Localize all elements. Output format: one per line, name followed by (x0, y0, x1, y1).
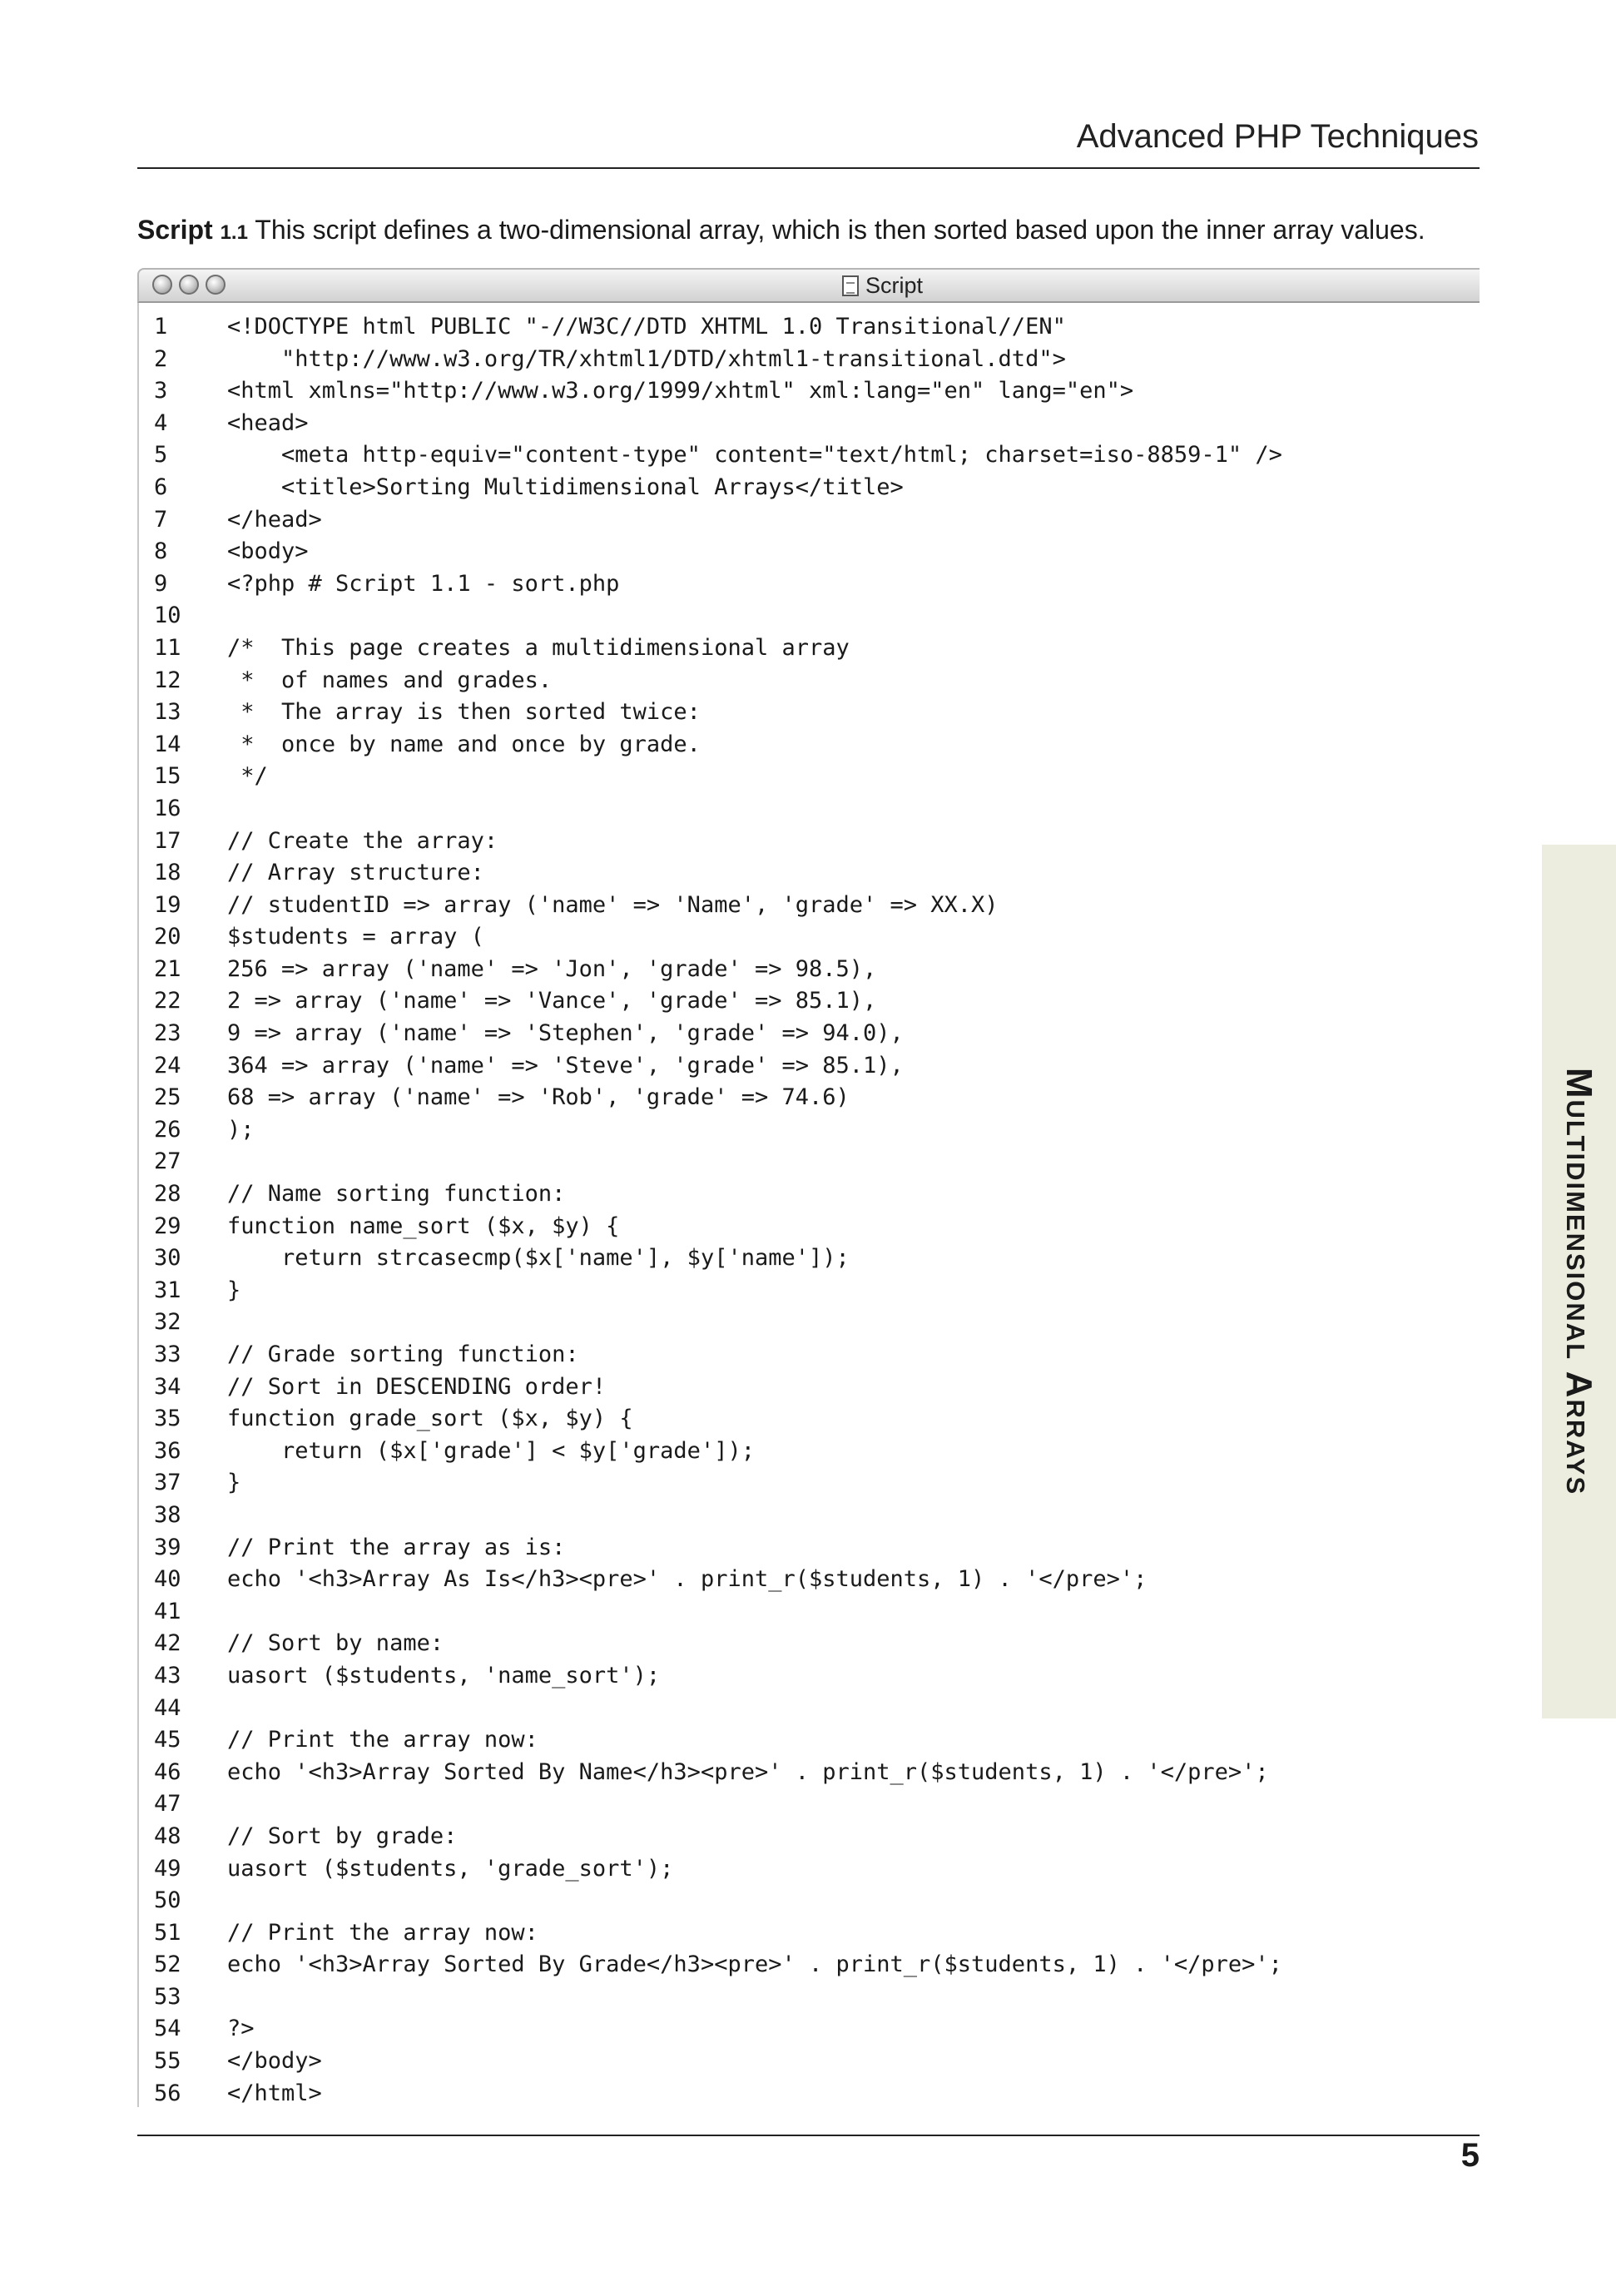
line-number: 25 (154, 1084, 181, 1111)
line-number: 23 (154, 1020, 181, 1047)
code-text: 9 => array ('name' => 'Stephen', 'grade' => 94.0), (227, 1020, 904, 1047)
code-line (137, 1628, 1480, 1660)
code-line (137, 1178, 1480, 1211)
document-icon (842, 275, 859, 296)
code-line (137, 1917, 1480, 1950)
code-line (137, 793, 1480, 826)
code-line (137, 1082, 1480, 1114)
code-line (137, 1981, 1480, 2014)
code-text: <?php # Script 1.1 - sort.php (227, 570, 620, 597)
code-line (137, 1788, 1480, 1821)
line-number: 17 (154, 827, 181, 854)
code-text: </html> (227, 2080, 322, 2106)
code-line (137, 2078, 1480, 2110)
code-line (137, 2046, 1480, 2078)
line-number: 47 (154, 1791, 181, 1817)
line-number: 36 (154, 1437, 181, 1464)
code-text: echo '<h3>Array As Is</h3><pre>' . print_r($students, 1) . '</pre>'; (227, 1566, 1148, 1593)
code-line (137, 1564, 1480, 1596)
code-line (137, 1436, 1480, 1468)
line-number: 4 (154, 409, 168, 436)
code-text: // Print the array now: (227, 1727, 538, 1753)
minimize-button[interactable] (179, 275, 199, 295)
script-window (137, 268, 1480, 2107)
code-line (137, 921, 1480, 954)
line-number: 27 (154, 1148, 181, 1175)
code-line (137, 761, 1480, 793)
caption-label: Script (137, 215, 213, 245)
line-number: 29 (154, 1212, 181, 1239)
line-number: 45 (154, 1727, 181, 1753)
code-text: echo '<h3>Array Sorted By Name</h3><pre>' . print_r($students, 1) . '</pre>'; (227, 1758, 1269, 1785)
code-line (137, 1242, 1480, 1275)
code-text: function name_sort ($x, $y) { (227, 1212, 620, 1239)
code-text: // Name sorting function: (227, 1181, 566, 1208)
code-line (137, 1307, 1480, 1339)
line-number: 34 (154, 1373, 181, 1400)
code-text: <!DOCTYPE html PUBLIC "-//W3C//DTD XHTML 1.0 Transitional//EN" (227, 314, 1066, 340)
running-header-title: Advanced PHP Techniques (1076, 118, 1479, 155)
code-text: // Sort in DESCENDING order! (227, 1373, 607, 1400)
code-text: uasort ($students, 'name_sort'); (227, 1662, 661, 1689)
close-button[interactable] (152, 275, 172, 295)
code-text: } (227, 1470, 241, 1496)
code-text: <html xmlns="http://www.w3.org/1999/xhtml" xml:lang="en" lang="en"> (227, 378, 1134, 404)
line-number: 35 (154, 1406, 181, 1432)
code-listing (137, 311, 1480, 2110)
code-line (137, 1467, 1480, 1500)
code-line (137, 1596, 1480, 1629)
line-number: 49 (154, 1855, 181, 1882)
line-number: 19 (154, 891, 181, 918)
code-line (137, 375, 1480, 408)
line-number: 32 (154, 1309, 181, 1336)
header-rule (137, 167, 1480, 169)
line-number: 8 (154, 538, 168, 565)
code-text: uasort ($students, 'grade_sort'); (227, 1855, 674, 1882)
line-number: 43 (154, 1662, 181, 1689)
line-number: 26 (154, 1116, 181, 1143)
code-line (137, 1050, 1480, 1083)
line-number: 14 (154, 731, 181, 757)
line-number: 53 (154, 1983, 181, 2010)
code-text: // Sort by grade: (227, 1822, 458, 1849)
chapter-side-label: Multidimensional Arrays (1559, 1067, 1599, 1496)
code-text: "http://www.w3.org/TR/xhtml1/DTD/xhtml1-transitional.dtd"> (227, 345, 1066, 372)
line-number: 44 (154, 1694, 181, 1721)
footer-rule (137, 2135, 1480, 2136)
window-titlebar[interactable] (137, 268, 1480, 303)
code-line (137, 568, 1480, 601)
code-text: </head> (227, 506, 322, 533)
line-number: 3 (154, 378, 168, 404)
line-number: 20 (154, 924, 181, 950)
line-number: 18 (154, 860, 181, 886)
code-line (137, 1500, 1480, 1532)
line-number: 5 (154, 442, 168, 469)
code-line (137, 1532, 1480, 1565)
code-text: 68 => array ('name' => 'Rob', 'grade' => 74.6) (227, 1084, 850, 1111)
line-number: 12 (154, 667, 181, 693)
code-text: <title>Sorting Multidimensional Arrays</title> (227, 474, 904, 500)
code-line (137, 985, 1480, 1018)
code-line (137, 1885, 1480, 1917)
caption-text: This script defines a two-dimensional array, which is then sorted based upon the inner array values. (247, 215, 1425, 245)
code-text: </body> (227, 2048, 322, 2075)
line-number: 31 (154, 1277, 181, 1303)
line-number: 24 (154, 1052, 181, 1079)
line-number: 46 (154, 1758, 181, 1785)
line-number: 21 (154, 955, 181, 982)
code-line (137, 632, 1480, 665)
code-line (137, 1949, 1480, 1981)
code-line (137, 344, 1480, 376)
line-number: 39 (154, 1534, 181, 1560)
line-number: 41 (154, 1598, 181, 1624)
code-text: 256 => array ('name' => 'Jon', 'grade' => 98.5), (227, 955, 877, 982)
code-line (137, 1853, 1480, 1886)
code-line (137, 2013, 1480, 2046)
line-number: 1 (154, 314, 168, 340)
code-text: 364 => array ('name' => 'Steve', 'grade' => 85.1), (227, 1052, 904, 1079)
window-title (842, 273, 923, 299)
code-line (137, 439, 1480, 472)
page-number: 5 (1460, 2137, 1480, 2174)
line-number: 13 (154, 699, 181, 726)
code-text: 2 => array ('name' => 'Vance', 'grade' => 85.1), (227, 988, 877, 1014)
code-line (137, 1146, 1480, 1178)
code-text: // Print the array as is: (227, 1534, 566, 1560)
line-number: 9 (154, 570, 168, 597)
code-line (137, 472, 1480, 504)
line-number: 11 (154, 634, 181, 661)
code-line (137, 1403, 1480, 1436)
line-number: 56 (154, 2080, 181, 2106)
line-number: 38 (154, 1501, 181, 1528)
code-text: return ($x['grade'] < $y['grade']); (227, 1437, 755, 1464)
line-number: 52 (154, 1951, 181, 1978)
code-line (137, 826, 1480, 858)
code-text: <meta http-equiv="content-type" content="text/html; charset=iso-8859-1" /> (227, 442, 1282, 469)
code-text: * The array is then sorted twice: (227, 699, 701, 726)
line-number: 28 (154, 1181, 181, 1208)
code-text: /* This page creates a multidimensional array (227, 634, 850, 661)
code-line (137, 1339, 1480, 1371)
code-text: */ (227, 763, 268, 790)
code-line (137, 1757, 1480, 1789)
code-line (137, 665, 1480, 697)
code-text: * once by name and once by grade. (227, 731, 701, 757)
code-line (137, 729, 1480, 761)
code-text: // Grade sorting function: (227, 1341, 579, 1367)
script-caption (137, 215, 1425, 245)
code-text: <body> (227, 538, 309, 565)
code-text: $students = array ( (227, 924, 484, 950)
code-line (137, 1211, 1480, 1243)
line-number: 22 (154, 988, 181, 1014)
code-text: <head> (227, 409, 309, 436)
line-number: 37 (154, 1470, 181, 1496)
line-number: 30 (154, 1245, 181, 1272)
code-text: } (227, 1277, 241, 1303)
window-title-text: Script (865, 273, 924, 298)
code-line (137, 504, 1480, 537)
line-number: 40 (154, 1566, 181, 1593)
line-number: 7 (154, 506, 168, 533)
code-line (137, 536, 1480, 568)
line-number: 16 (154, 795, 181, 821)
code-line (137, 697, 1480, 729)
code-text: // Sort by name: (227, 1630, 444, 1657)
code-line (137, 857, 1480, 890)
line-number: 55 (154, 2048, 181, 2075)
code-text: // Array structure: (227, 860, 484, 886)
code-text: // Print the array now: (227, 1919, 538, 1946)
line-number: 48 (154, 1822, 181, 1849)
code-line (137, 1371, 1480, 1404)
code-text: echo '<h3>Array Sorted By Grade</h3><pre>' . print_r($students, 1) . '</pre>'; (227, 1951, 1282, 1978)
code-text: return strcasecmp($x['name'], $y['name']); (227, 1245, 850, 1272)
line-number: 10 (154, 603, 181, 629)
code-line (137, 1018, 1480, 1050)
code-line (137, 1724, 1480, 1757)
code-line (137, 1660, 1480, 1693)
line-number: 2 (154, 345, 168, 372)
code-text: // studentID => array ('name' => 'Name', 'grade' => XX.X) (227, 891, 999, 918)
line-number: 15 (154, 763, 181, 790)
code-line (137, 311, 1480, 344)
code-line (137, 408, 1480, 440)
code-text: // Create the array: (227, 827, 498, 854)
caption-number: 1.1 (220, 221, 248, 244)
code-line (137, 1821, 1480, 1853)
line-number: 54 (154, 2016, 181, 2042)
line-number: 33 (154, 1341, 181, 1367)
code-line (137, 1114, 1480, 1147)
code-text: ?> (227, 2016, 255, 2042)
code-line (137, 1275, 1480, 1307)
line-number: 42 (154, 1630, 181, 1657)
code-text: function grade_sort ($x, $y) { (227, 1406, 633, 1432)
line-number: 6 (154, 474, 168, 500)
code-text: * of names and grades. (227, 667, 553, 693)
code-line (137, 954, 1480, 986)
code-text: ); (227, 1116, 255, 1143)
line-number: 50 (154, 1887, 181, 1914)
zoom-button[interactable] (206, 275, 226, 295)
line-number: 51 (154, 1919, 181, 1946)
code-line (137, 890, 1480, 922)
code-line (137, 1693, 1480, 1725)
code-line (137, 600, 1480, 632)
